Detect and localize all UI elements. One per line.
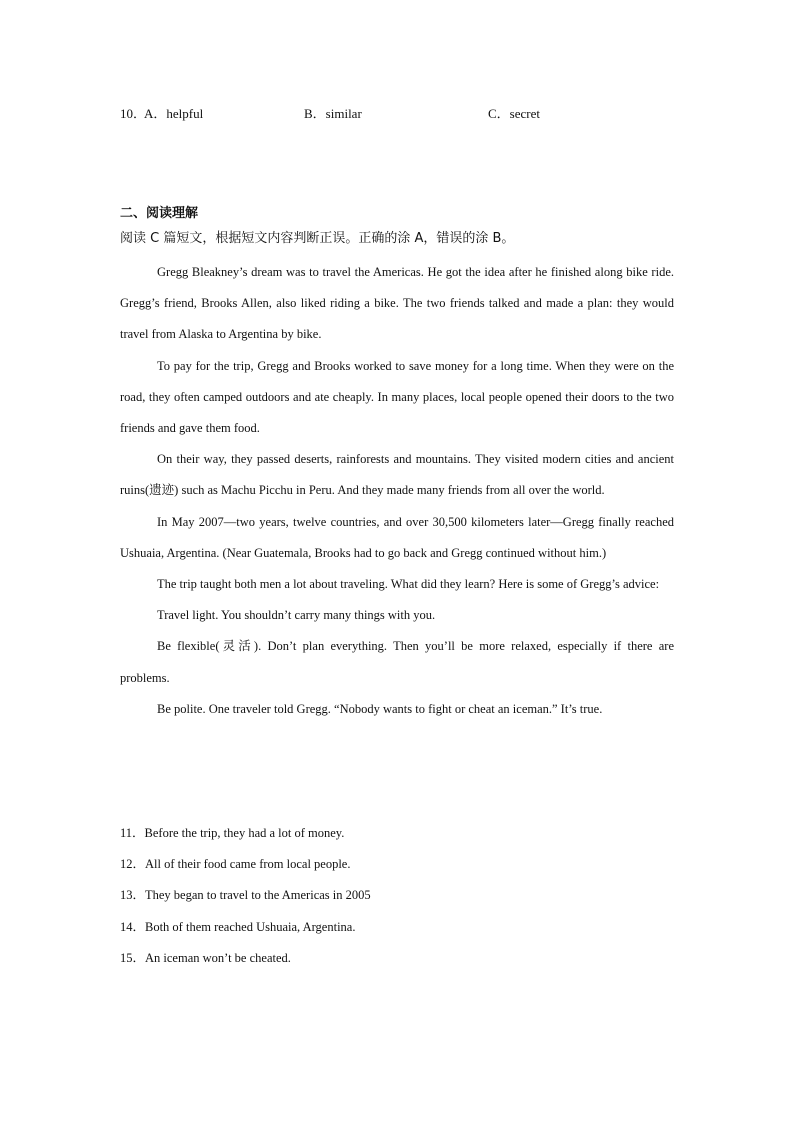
section-instruction: 阅读 C 篇短文，根据短文内容判断正误。正确的涂 A，错误的涂 B。	[120, 231, 515, 246]
passage-paragraph: In May 2007—two years, twelve countries, and over 30,500 kilometers later—Gregg finally reached Ushuaia, Argentina. (Near Guatemala, Brooks had to go back and Gregg continued without him.)	[120, 514, 674, 560]
passage-paragraph: On their way, they passed deserts, rainforests and mountains. They visited modern cities and ancient ruins(遗迹) such as Machu Picchu in Peru. And they made many friends from all over the world.	[120, 452, 674, 498]
passage-paragraph: The trip taught both men a lot about traveling. What did they learn? Here is some of Gregg’s advice:	[157, 577, 660, 592]
passage-paragraph: Travel light. You shouldn’t carry many things with you.	[157, 608, 436, 623]
option-c: C．secret	[488, 106, 540, 121]
option-b: B．similar	[304, 106, 362, 121]
passage-paragraph: Be polite. One traveler told Gregg. “Nobody wants to fight or cheat an iceman.” It’s true.	[157, 701, 603, 716]
question-10	[120, 103, 680, 123]
passage-paragraph: Be flexible(灵活). Don’t plan everything. Then you’ll be more relaxed, especially if there are problems.	[120, 639, 674, 685]
passage-paragraph: To pay for the trip, Gregg and Brooks worked to save money for a long time. When they were on the road, they often camped outdoors and ate cheaply. In many places, local people opened their doors to the two friends and gave them food.	[120, 358, 674, 436]
question-number: 10．	[120, 106, 147, 121]
question-item: 15．An iceman won’t be cheated.	[120, 950, 291, 965]
reading-passage	[120, 257, 674, 725]
option-a: A．helpful	[144, 106, 204, 121]
passage-paragraph: Gregg Bleakney’s dream was to travel the Americas. He got the idea after he finished along bike ride. Gregg’s friend, Brooks Allen, also liked riding a bike. The two friends talked and made a plan: they would travel from Alaska to Argentina by bike.	[120, 265, 674, 342]
question-item: 14．Both of them reached Ushuaia, Argentina.	[120, 919, 356, 934]
question-item: 13．They began to travel to the Americas in 2005	[120, 888, 371, 903]
question-list	[120, 818, 674, 974]
section-title: 二、阅读理解	[120, 206, 199, 221]
question-item: 12．All of their food came from local people.	[120, 857, 351, 872]
question-item: 11．Before the trip, they had a lot of money.	[120, 826, 345, 840]
